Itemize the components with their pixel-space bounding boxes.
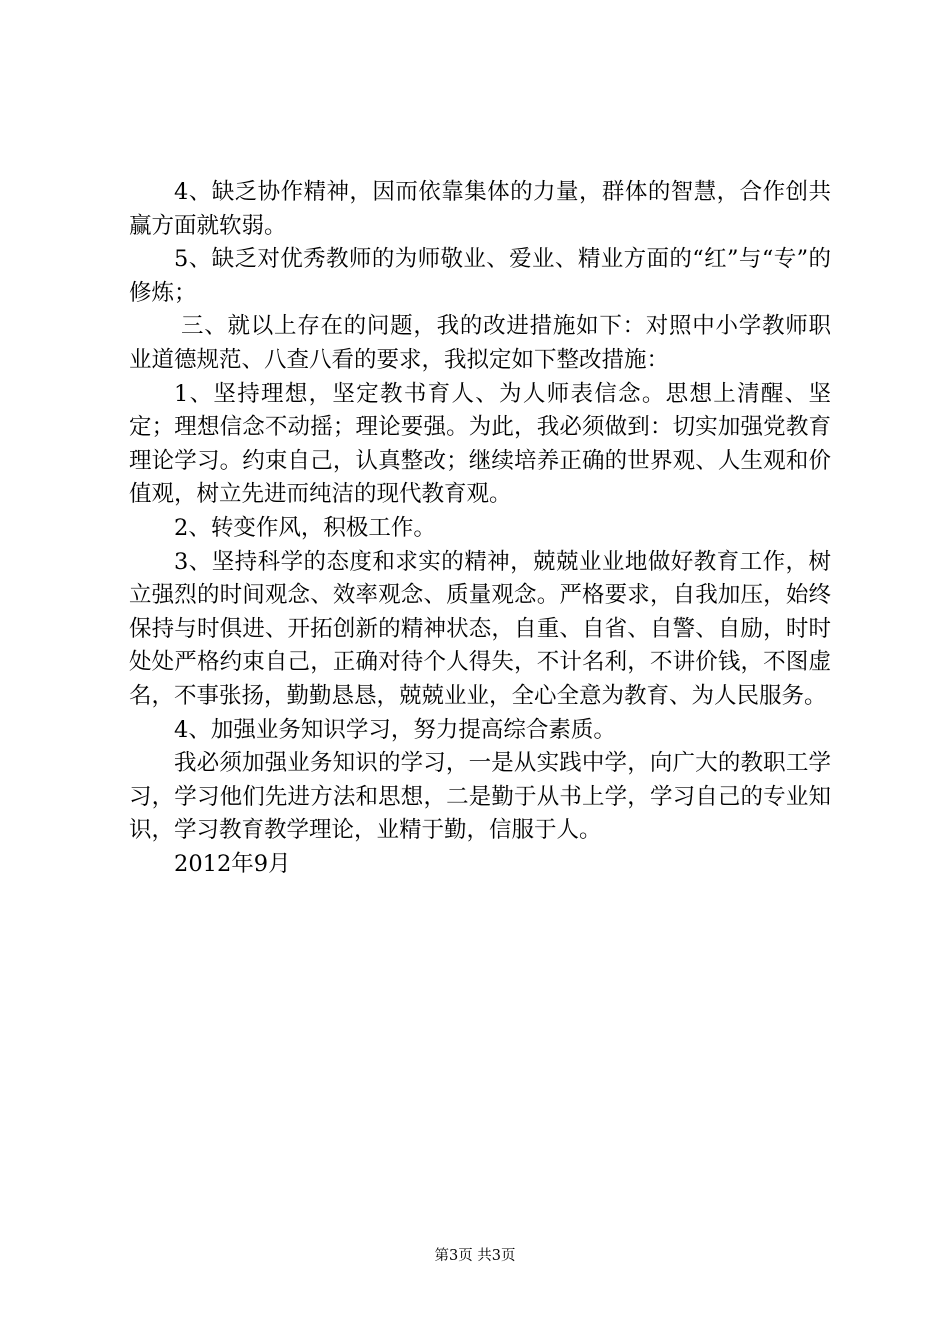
paragraph-weakness-5: 5、缺乏对优秀教师的为师敬业、爱业、精业方面的“红”与“专”的修炼； (129, 246, 831, 306)
paragraph-measure-4-detail: 我必须加强业务知识的学习，一是从实践中学，向广大的教职工学习，学习他们先进方法和思想，二是勤于从书上学，学习自己的专业知识，学习教育教学理论，业精于勤，信服于人。 (129, 750, 831, 844)
paragraph-measure-2: 2、转变作风，积极工作。 (174, 514, 436, 541)
document-date: 2012年9月 (174, 850, 291, 877)
page-number-footer: 第3页 共3页 (434, 1248, 516, 1264)
paragraph-weakness-4: 4、缺乏协作精神，因而依靠集体的力量，群体的智慧，合作创共赢方面就软弱。 (129, 179, 831, 239)
document-body (129, 176, 831, 881)
paragraph-measure-4: 4、加强业务知识学习，努力提高综合素质。 (174, 716, 616, 743)
paragraph-measure-3: 3、坚持科学的态度和求实的精神，兢兢业业地做好教育工作，树立强烈的时间观念、效率观念、质量观念。严格要求，自我加压，始终保持与时俱进、开拓创新的精神状态，自重、自省、自警、自励，时时处处严格约束自己，正确对待个人得失，不计名利，不讲价钱，不图虚名，不事张扬，勤勤恳恳，兢兢业业，全心全意为教育、为人民服务。 (129, 548, 831, 709)
paragraph-section-3-intro: 三、就以上存在的问题，我的改进措施如下：对照中小学教师职业道德规范、八查八看的要求，我拟定如下整改措施： (129, 313, 831, 373)
paragraph-measure-1: 1、坚持理想，坚定教书育人、为人师表信念。思想上清醒、坚定；理想信念不动摇；理论要强。为此，我必须做到：切实加强党教育理论学习。约束自己，认真整改；继续培养正确的世界观、人生观和价值观，树立先进而纯洁的现代教育观。 (129, 380, 831, 508)
